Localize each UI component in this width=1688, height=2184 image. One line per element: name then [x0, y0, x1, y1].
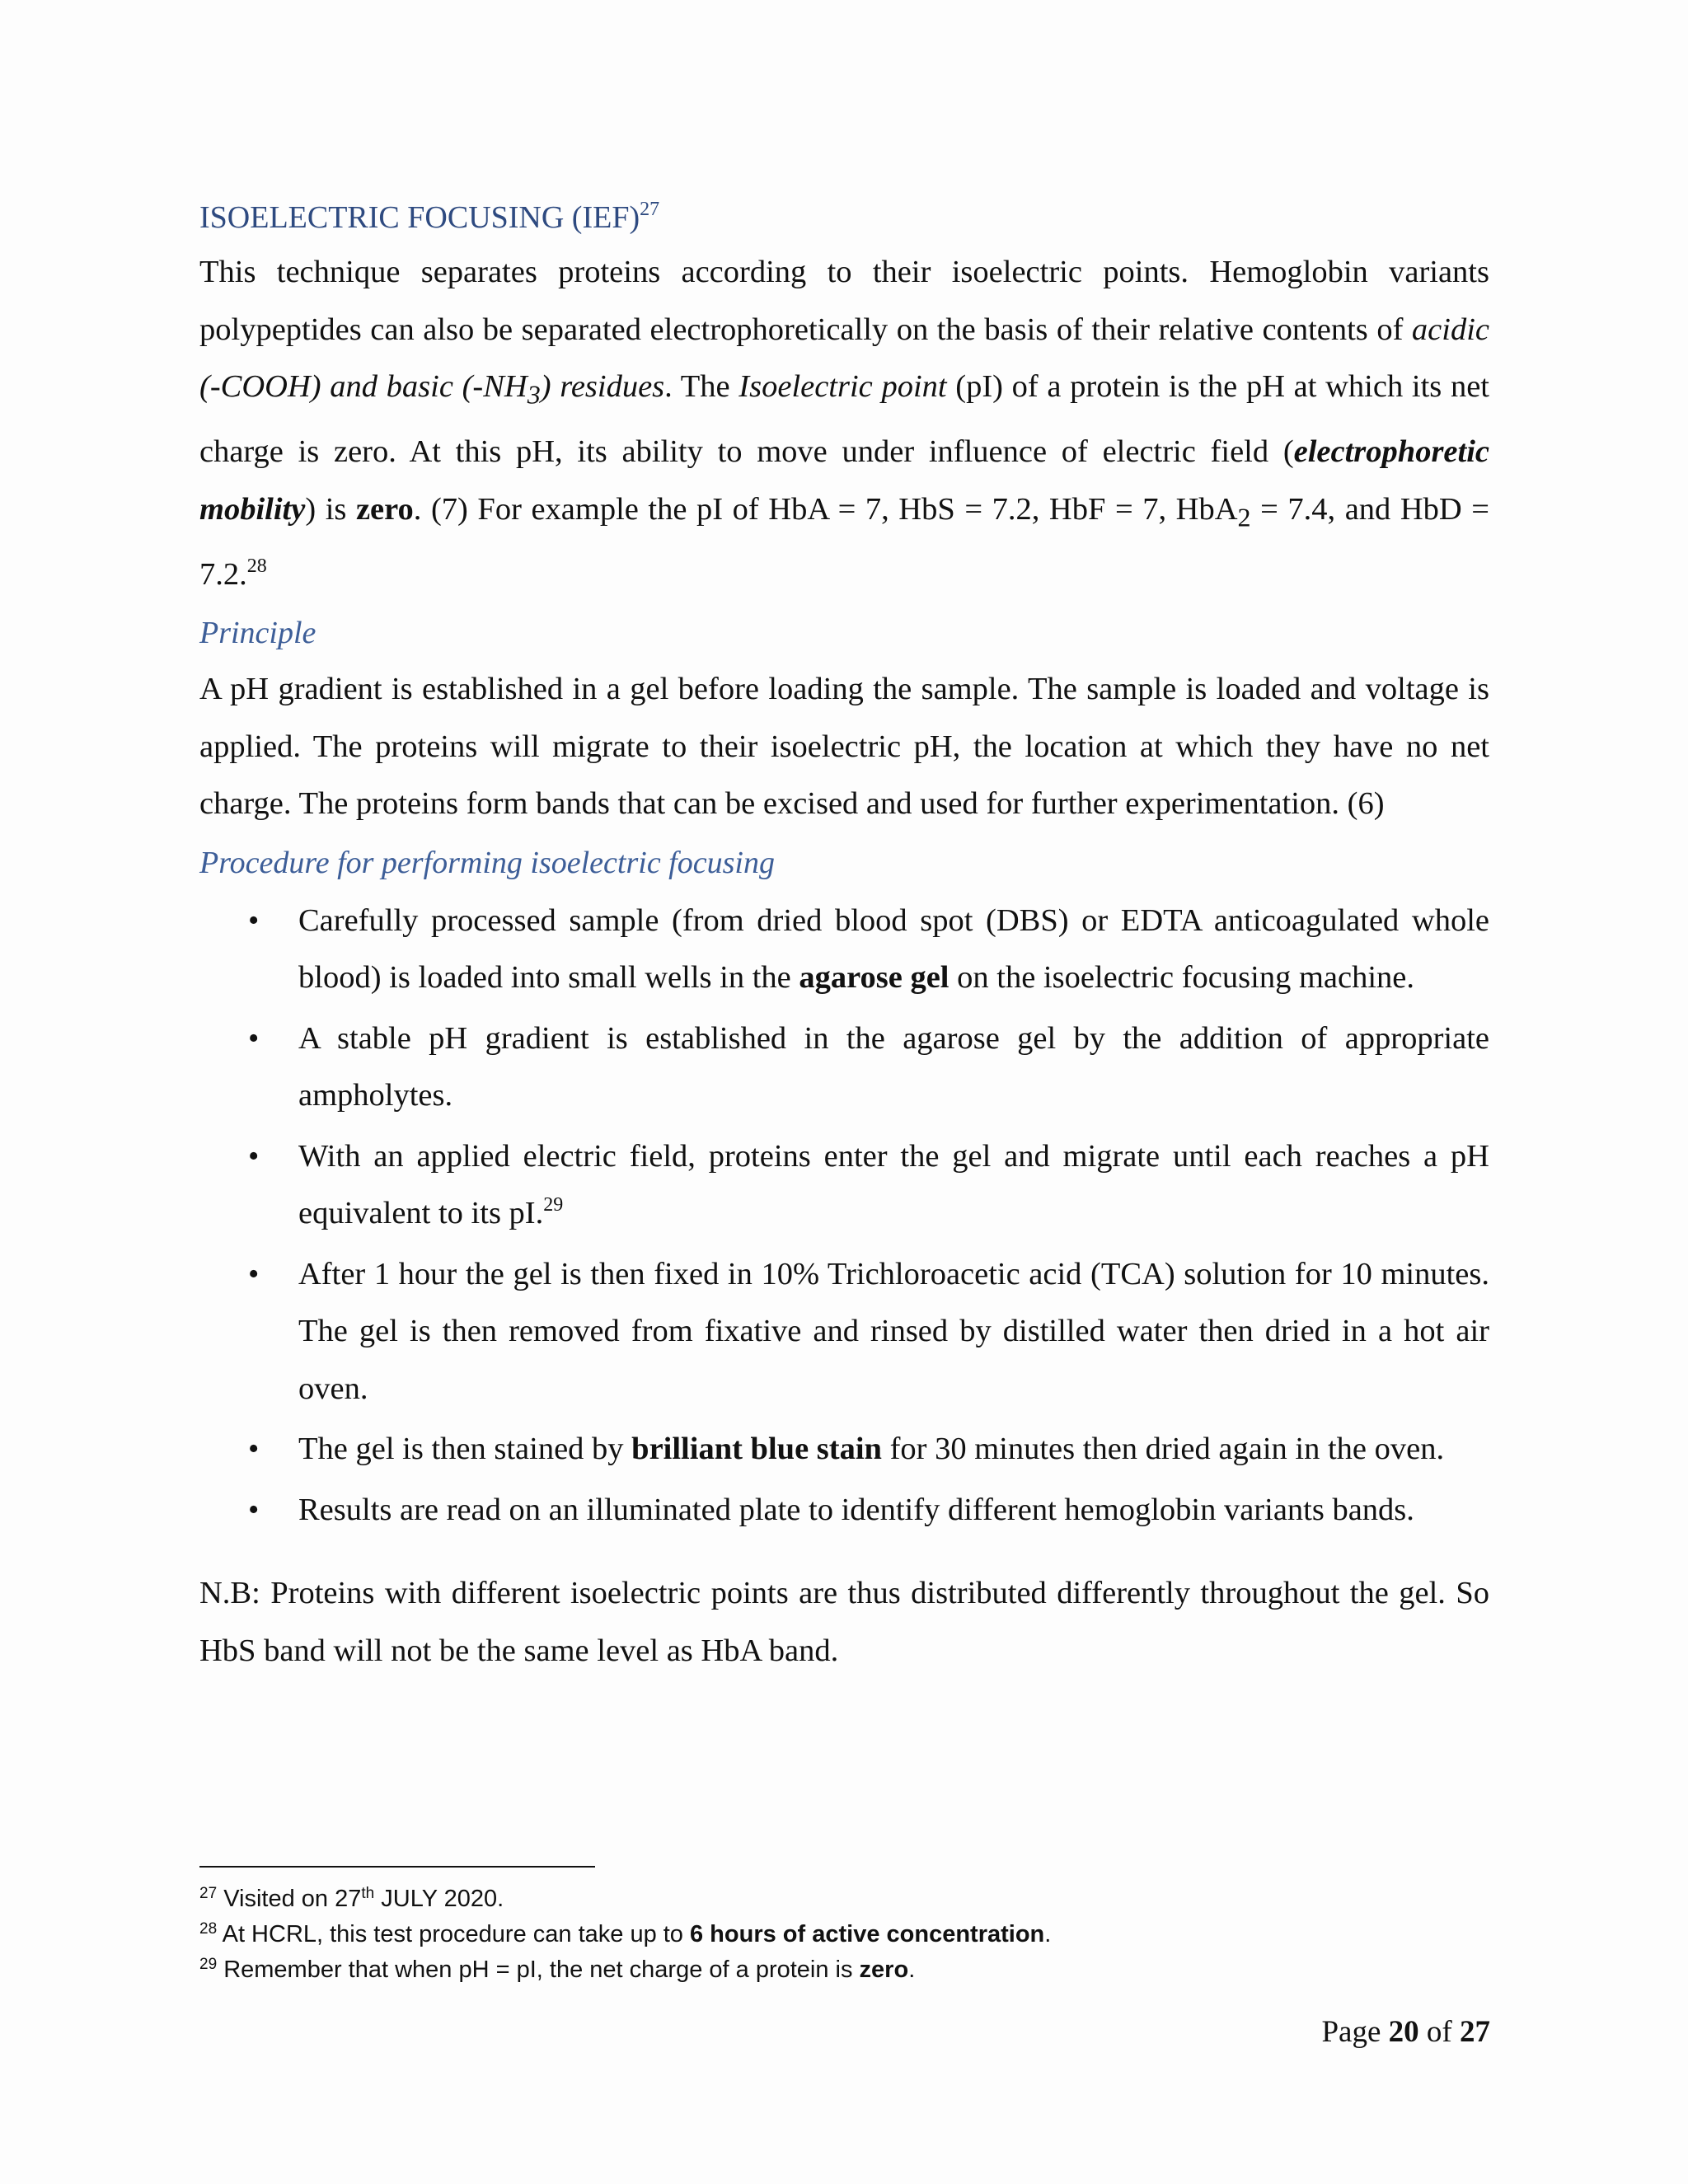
bullet-icon: •: [248, 1256, 260, 1291]
electrophoretic-mobility-term: electrophoretic mobility: [199, 434, 1489, 527]
footnote-29: $^{29}$ Remember that when pH = pI, the net charge of a protein is zero.: [199, 1956, 916, 1983]
acidic-basic-text: acidic (-COOH) and basic $(-NH_3)$ residues: [199, 312, 1489, 410]
list-item: • A stable pH gradient is established in the agarose gel by the addition of appropriate ampholytes.: [199, 1010, 1489, 1125]
intro-paragraph: This technique separates proteins according to their isoelectric points. Hemoglobin variants polypeptides can also be separated electrophoretically on the basis of their relative contents of acidic (-COOH) and basic $(-NH_3)$ residues. The Isoelectric point (pI) of a protein is the pH at which its net charge is zero. At this pH, its ability to move under influence of electric field (electrophoretic mobility) is zero. (7) For example the pI of HbA = 7, HbS = 7.2, HbF = 7, HbA$_2$ = 7.4, and HbD = 7.2.28: [199, 255, 1489, 592]
footnote-ref-28: 28: [246, 555, 267, 577]
footnote-27: $^{27}$ Visited on 27th JULY 2020.: [199, 1885, 504, 1912]
list-item: • Carefully processed sample (from dried blood spot (DBS) or EDTA anticoagulated whole blood) is loaded into small wells in the agarose gel on the isoelectric focusing machine.: [199, 893, 1489, 1007]
procedure-list: [199, 893, 1489, 1540]
bullet-icon: •: [248, 1432, 260, 1467]
bullet-icon: •: [248, 1492, 260, 1527]
footnote-ref-27: 27: [640, 199, 660, 220]
page-number: Page 20 of 27: [1321, 2015, 1490, 2049]
isoelectric-point-term: Isoelectric point: [738, 369, 947, 404]
zero-term: zero: [355, 491, 414, 527]
bullet-icon: •: [248, 902, 260, 938]
principle-paragraph: A pH gradient is established in a gel before loading the sample. The sample is loaded and voltage is applied. The proteins will migrate to their isoelectric pH, the location at which they have no net charge. The proteins form bands that can be excised and used for further experimentation. (6): [199, 672, 1489, 822]
principle-citation: (6): [1347, 786, 1385, 822]
footnotes: [199, 1882, 1489, 1988]
document-body: [199, 191, 1489, 1680]
list-item: • The gel is then stained by brilliant blue stain for 30 minutes then dried again in the oven.: [199, 1421, 1489, 1479]
bullet-icon: •: [248, 1020, 260, 1056]
note-paragraph: N.B: Proteins with different isoelectric points are thus distributed differently throughout the gel. So HbS band will not be the same level as HbA band.: [199, 1576, 1489, 1668]
section-title: ISOELECTRIC FOCUSING (IEF)$^{27}$: [199, 199, 660, 235]
bullet-icon: •: [248, 1138, 260, 1174]
list-item: • Results are read on an illuminated plate to identify different hemoglobin variants bands.: [199, 1482, 1489, 1540]
list-item: • After 1 hour the gel is then fixed in 10% Trichloroacetic acid (TCA) solution for 10 minutes. The gel is then removed from fixative and rinsed by distilled water then dried in a hot air oven.: [199, 1246, 1489, 1418]
principle-heading: Principle: [199, 616, 316, 651]
footnote-28: $^{28}$ At HCRL, this test procedure can take up to 6 hours of active concentration.: [199, 1920, 1052, 1947]
procedure-heading: Procedure for performing isoelectric focusing: [199, 845, 775, 880]
footnote-divider: [199, 1866, 595, 1868]
list-item: • With an applied electric field, proteins enter the gel and migrate until each reaches a pH equivalent to its pI.$^{29}$: [199, 1128, 1489, 1243]
footnote-ref-29: 29: [543, 1194, 564, 1216]
